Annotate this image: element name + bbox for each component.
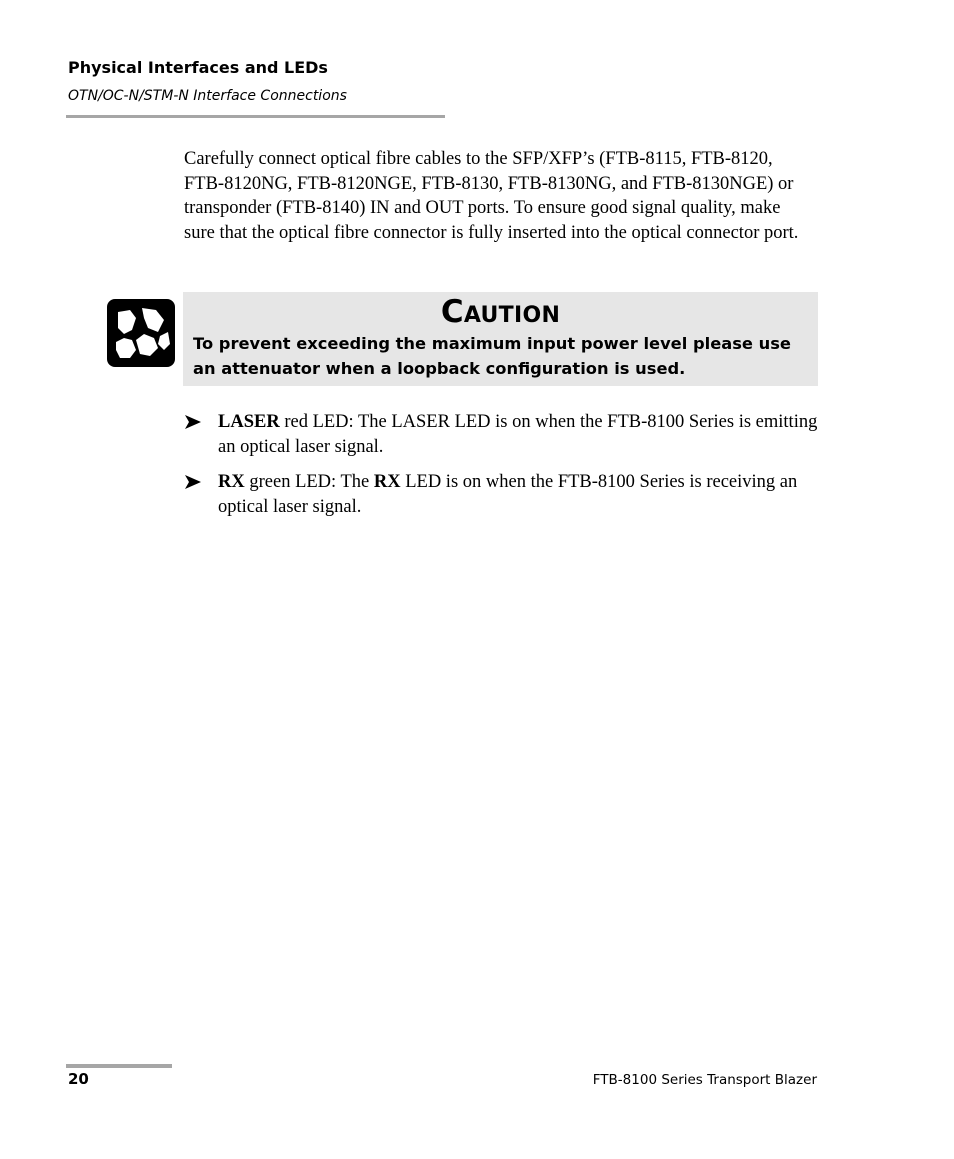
header-divider <box>66 115 445 118</box>
caution-box <box>183 292 818 386</box>
led-name-rx: RX <box>218 472 245 493</box>
arrowhead-bullet-icon <box>184 414 202 430</box>
caution-hand-icon <box>106 298 176 368</box>
footer-divider <box>66 1064 172 1068</box>
caution-title: Caution <box>440 294 561 330</box>
section-subtitle: OTN/OC-N/STM-N Interface Connections <box>68 88 347 104</box>
list-item <box>184 470 824 519</box>
led-list <box>184 410 824 530</box>
caution-text: To prevent exceeding the maximum input power level please use an attenuator when a loopback configuration is used. <box>193 334 791 378</box>
product-name: FTB-8100 Series Transport Blazer <box>592 1072 817 1088</box>
list-item <box>184 410 824 459</box>
page-number: 20 <box>68 1070 89 1088</box>
arrowhead-bullet-icon <box>184 474 202 490</box>
led-name-laser: LASER <box>218 412 280 432</box>
intro-paragraph: Carefully connect optical fibre cables to the SFP/XFP’s (FTB-8115, FTB-8120, FTB-8120NG, FTB-8120NGE, FTB-8130, FTB-8130NG, and FTB-8130NGE) or transponder (FTB-8140) IN and OUT ports. To ensure good signal quality, make sure that the optical fibre connector is fully inserted into the optical connector port. <box>184 149 799 243</box>
section-title: Physical Interfaces and LEDs <box>68 58 328 77</box>
led-description-rx-part2: LED is on when the FTB-8100 Series is receiving an optical laser signal. <box>218 472 798 517</box>
led-name-rx-inline: RX <box>373 472 401 493</box>
led-description-rx-part1: green LED: The <box>244 472 374 493</box>
led-description-laser: red LED: The LASER LED is on when the FTB-8100 Series is emitting an optical laser signal. <box>218 412 818 457</box>
